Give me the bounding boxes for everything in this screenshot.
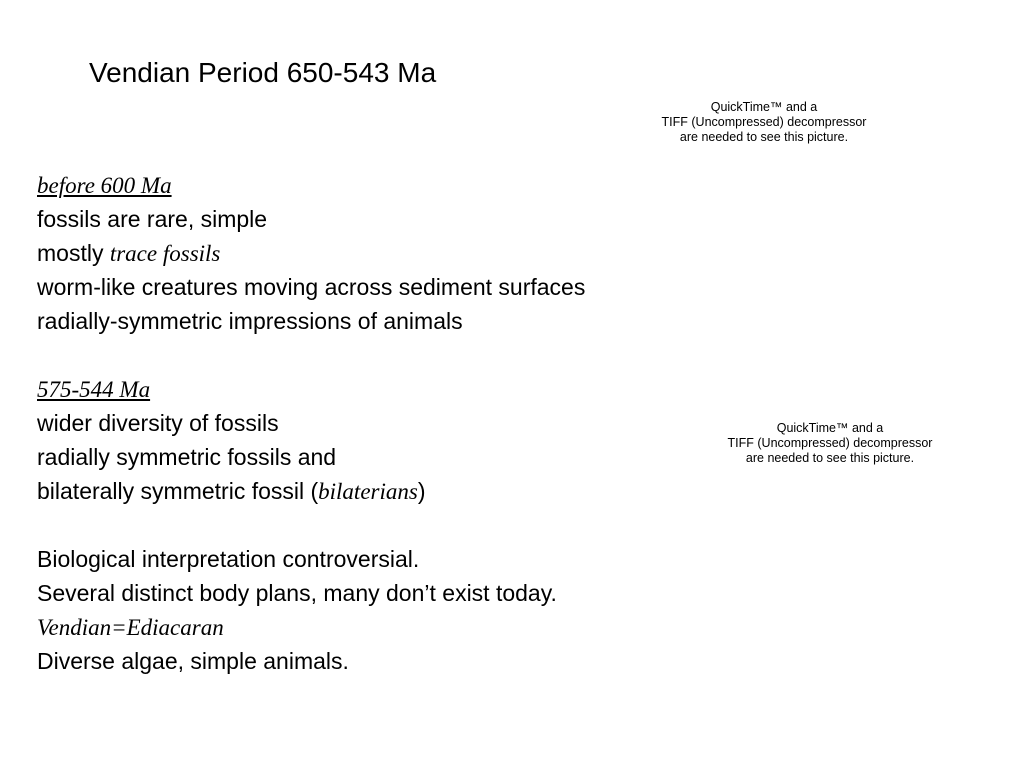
heading-text: before 600 Ma: [37, 173, 172, 198]
section-heading-575-544: [37, 372, 585, 406]
body-line: Diverse algae, simple animals.: [37, 648, 349, 674]
blank-line: [37, 338, 585, 372]
slide-body: [37, 168, 585, 678]
body-text-segment: ): [417, 478, 426, 504]
body-line: worm-like creatures moving across sediment surfaces: [37, 274, 586, 300]
italic-term: trace fossils: [109, 241, 221, 266]
body-line: Biological interpretation controversial.: [37, 546, 420, 572]
quicktime-notice-line: QuickTime™ and a: [776, 421, 884, 435]
quicktime-notice-line: are needed to see this picture.: [679, 130, 849, 144]
body-line: wider diversity of fossils: [37, 410, 279, 436]
quicktime-notice-line: TIFF (Uncompressed) decompressor: [727, 436, 933, 450]
body-line: [37, 474, 585, 508]
body-line: Several distinct body plans, many don’t exist today.: [37, 580, 557, 606]
quicktime-placeholder-bottom: [680, 421, 980, 466]
quicktime-placeholder-top: [630, 100, 898, 145]
heading-text: 575-544 Ma: [37, 377, 151, 402]
body-line: [37, 610, 585, 644]
blank-line: [37, 508, 585, 542]
quicktime-notice-line: TIFF (Uncompressed) decompressor: [661, 115, 867, 129]
italic-term: bilaterians: [318, 479, 418, 504]
body-line: fossils are rare, simple: [37, 206, 268, 232]
body-line: radially symmetric fossils and: [37, 444, 337, 470]
quicktime-notice-line: are needed to see this picture.: [745, 451, 915, 465]
quicktime-notice-line: QuickTime™ and a: [710, 100, 818, 114]
body-line: [37, 236, 585, 270]
section-heading-before-600: [37, 168, 585, 202]
body-text-segment: bilaterally symmetric fossil (: [37, 478, 319, 504]
italic-term: Vendian=Ediacaran: [37, 615, 224, 640]
body-text-segment: mostly: [37, 240, 110, 266]
slide-title: Vendian Period 650-543 Ma: [89, 57, 437, 88]
body-line: radially-symmetric impressions of animals: [37, 308, 463, 334]
